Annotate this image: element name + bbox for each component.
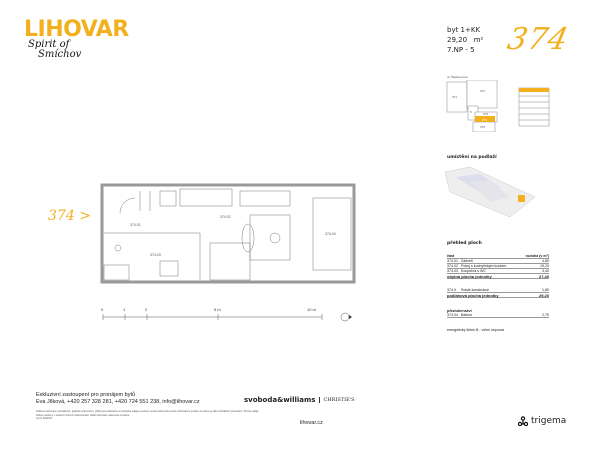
areas-table [447, 254, 549, 332]
christies-logo: CHRISTIE'S [319, 397, 354, 403]
disclaimer-text: Veškeré informace (vizualizace, grafické znázornění, půdorysné dispozice a technické údaje) uvedené na této kartě jsou pouze informativní povahy a mohou se lišit od finálního provedení. Přesné údaje budou uvedeny v budoucí smluvní dokumentaci. Další informace naleznete na webu. [36, 410, 259, 417]
lihovar-logo: LIHOVAR [24, 17, 129, 42]
keyplan [445, 80, 555, 132]
room-area: 2,70 [542, 313, 549, 317]
unit-number: 374 [504, 22, 572, 57]
trigema-logo [518, 416, 566, 426]
building-3d-view [440, 162, 540, 222]
room-id: 374.02 [447, 264, 458, 268]
room-name: Zádveří [461, 259, 474, 263]
unit-area: 29,20 [447, 36, 468, 44]
area-unit: m² [473, 36, 484, 44]
partner-logos [244, 396, 355, 404]
scale-tick: 1 [123, 307, 126, 312]
room-label: 374.02 [220, 215, 231, 219]
scale-tick: 5 m [214, 307, 221, 312]
entry-number: 374 [48, 208, 75, 224]
trigema-name: trigema [531, 416, 567, 426]
version: verze 2024/03 [36, 417, 52, 420]
disclaimer [36, 410, 266, 421]
room-id: 374.04 [447, 313, 458, 317]
living-area: 27,40 [538, 273, 549, 279]
room-id: 374.X [447, 288, 457, 292]
keyplan-unit-active: 374 [482, 118, 488, 122]
floor-label: podlahová plocha jednotky [447, 292, 499, 298]
room-area: 3,40 [542, 269, 549, 273]
svoboda-williams-logo: svoboda&williams [244, 396, 316, 404]
scale-tick: 0 [101, 307, 104, 312]
floor-plan [100, 183, 360, 285]
living-label: obytná plocha jednotky [447, 273, 492, 279]
areas-title: přehled ploch [447, 241, 482, 246]
unit-type: byt 1+KK [447, 26, 481, 34]
room-label: 374.01 [130, 223, 141, 227]
room-area: 1,80 [542, 288, 549, 292]
unit-floor: 7.NP - 5 [447, 46, 475, 54]
room-id: 374.01 [447, 259, 458, 263]
contact-line-1: Exkluzivní zastoupení pro pronájem bytů [36, 392, 136, 398]
room-name: Pokoj s kuchyňským koutem [461, 264, 507, 268]
living-area-row [447, 274, 549, 279]
room-area: 4,80 [542, 259, 549, 263]
acc-title: příslušenství [447, 308, 472, 313]
footer-contact [36, 392, 200, 406]
keyplan-unit: 371 [452, 95, 458, 99]
scale-tick: 2 [145, 307, 148, 312]
entry-label [48, 208, 91, 224]
site-link[interactable]: lihovar.cz [300, 420, 323, 426]
room-name: Balkón [461, 313, 472, 317]
keyplan-unit: 373 [483, 112, 489, 116]
scale-bar [100, 305, 360, 325]
floor-area-row [447, 293, 549, 298]
col-part: část [447, 254, 455, 258]
keyplan-label: ul. Šaldenerova [447, 75, 468, 79]
room-label: 374.04 [325, 232, 336, 236]
keyplan-unit: 5 [470, 110, 472, 114]
tagline-2: Smíchov [38, 49, 82, 60]
scale-tick: 10 m [307, 307, 316, 312]
floor-area: 29,20 [538, 292, 549, 298]
contact-line-2[interactable]: Eva Jílková, +420 257 328 281, +420 724 551 238, info@lihovar.cz [36, 399, 200, 405]
keyplan-unit: 375 [480, 125, 486, 129]
col-area: rozloha (v m²) [525, 254, 549, 258]
location-title: umístění na podlaží [447, 155, 497, 160]
entry-arrow-icon: > [79, 208, 91, 224]
north-arrow-icon [341, 313, 352, 321]
trigema-icon [518, 416, 528, 426]
energy-label: energetický štítek B - velmi úsporná [447, 328, 504, 332]
room-area: 19,20 [540, 264, 549, 268]
room-id: 374.03 [447, 269, 458, 273]
logo-tagline [28, 40, 81, 60]
room-name: Svislé konstrukce [461, 288, 489, 292]
room-name: Koupelna s WC [461, 269, 486, 273]
tagline-1: Spirit of [28, 39, 70, 50]
room-label: 374.03 [150, 253, 161, 257]
unit-info [447, 25, 483, 55]
keyplan-unit: 372 [480, 89, 486, 93]
